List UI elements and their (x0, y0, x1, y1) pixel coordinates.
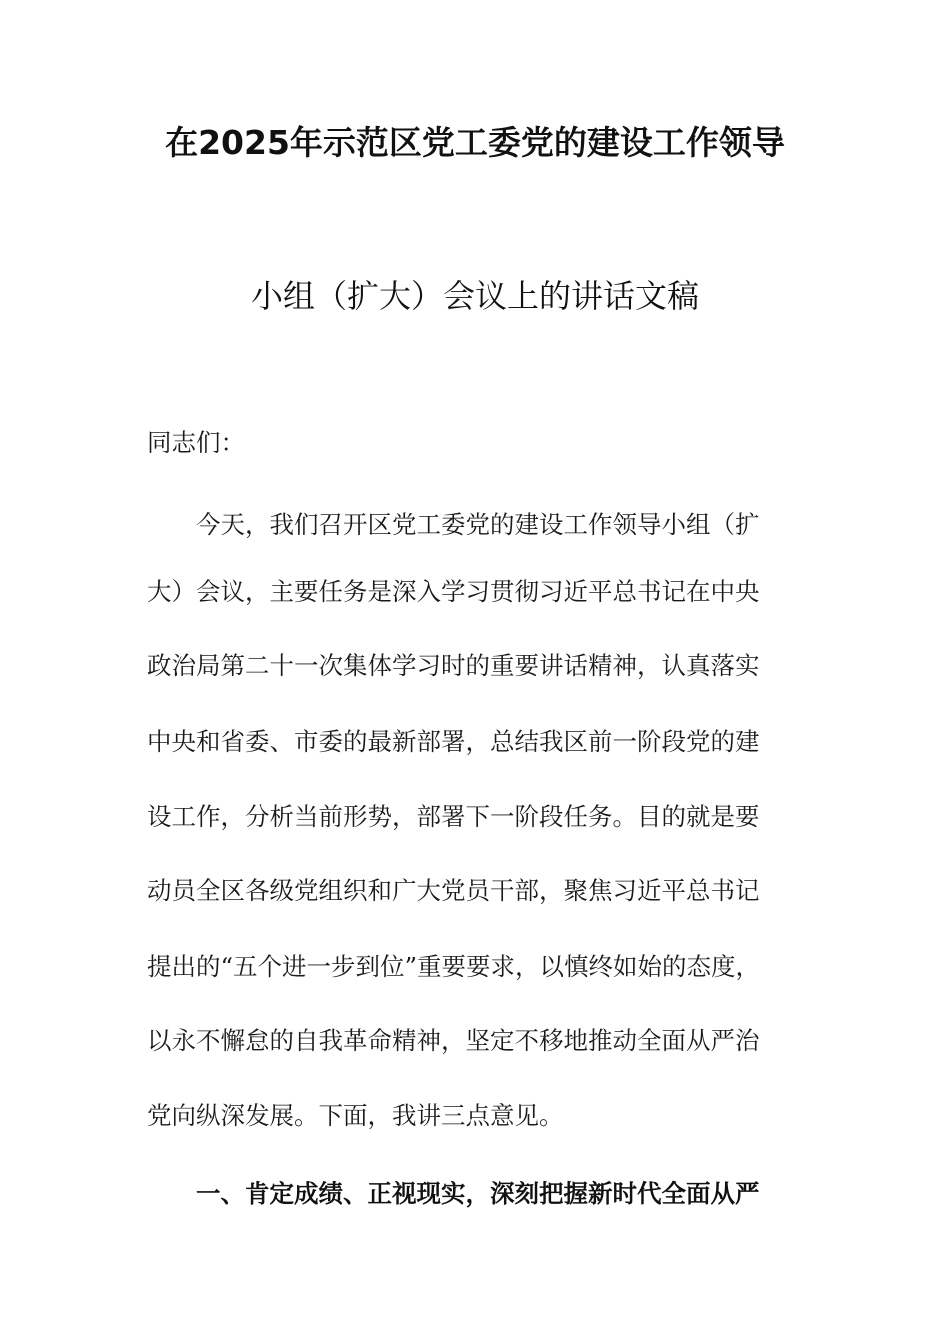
document-title-line-1: 在2025年示范区党工委党的建设工作领导 (165, 123, 785, 162)
paragraph-line: 动员全区各级党组织和广大党员干部，聚焦习近平总书记 (147, 876, 760, 905)
document-title-line-2: 小组（扩大）会议上的讲话文稿 (250, 277, 699, 315)
paragraph-line: 政治局第二十一次集体学习时的重要讲话精神，认真落实 (147, 651, 760, 680)
paragraph-line: 党向纵深发展。下面，我讲三点意见。 (147, 1101, 564, 1130)
greeting: 同志们： (147, 428, 245, 457)
section-heading: 一、肯定成绩、正视现实，深刻把握新时代全面从严 (196, 1179, 760, 1208)
paragraph-line: 大）会议，主要任务是深入学习贯彻习近平总书记在中央 (147, 577, 760, 606)
paragraph-line: 今天，我们召开区党工委党的建设工作领导小组（扩 (196, 510, 760, 539)
paragraph-line: 中央和省委、市委的最新部署，总结我区前一阶段党的建 (147, 727, 760, 756)
paragraph-line: 以永不懈怠的自我革命精神，坚定不移地推动全面从严治 (147, 1026, 760, 1055)
paragraph-line: 设工作，分析当前形势，部署下一阶段任务。目的就是要 (147, 802, 760, 831)
paragraph-line: 提出的“五个进一步到位”重要要求，以慎终如始的态度， (147, 952, 761, 981)
